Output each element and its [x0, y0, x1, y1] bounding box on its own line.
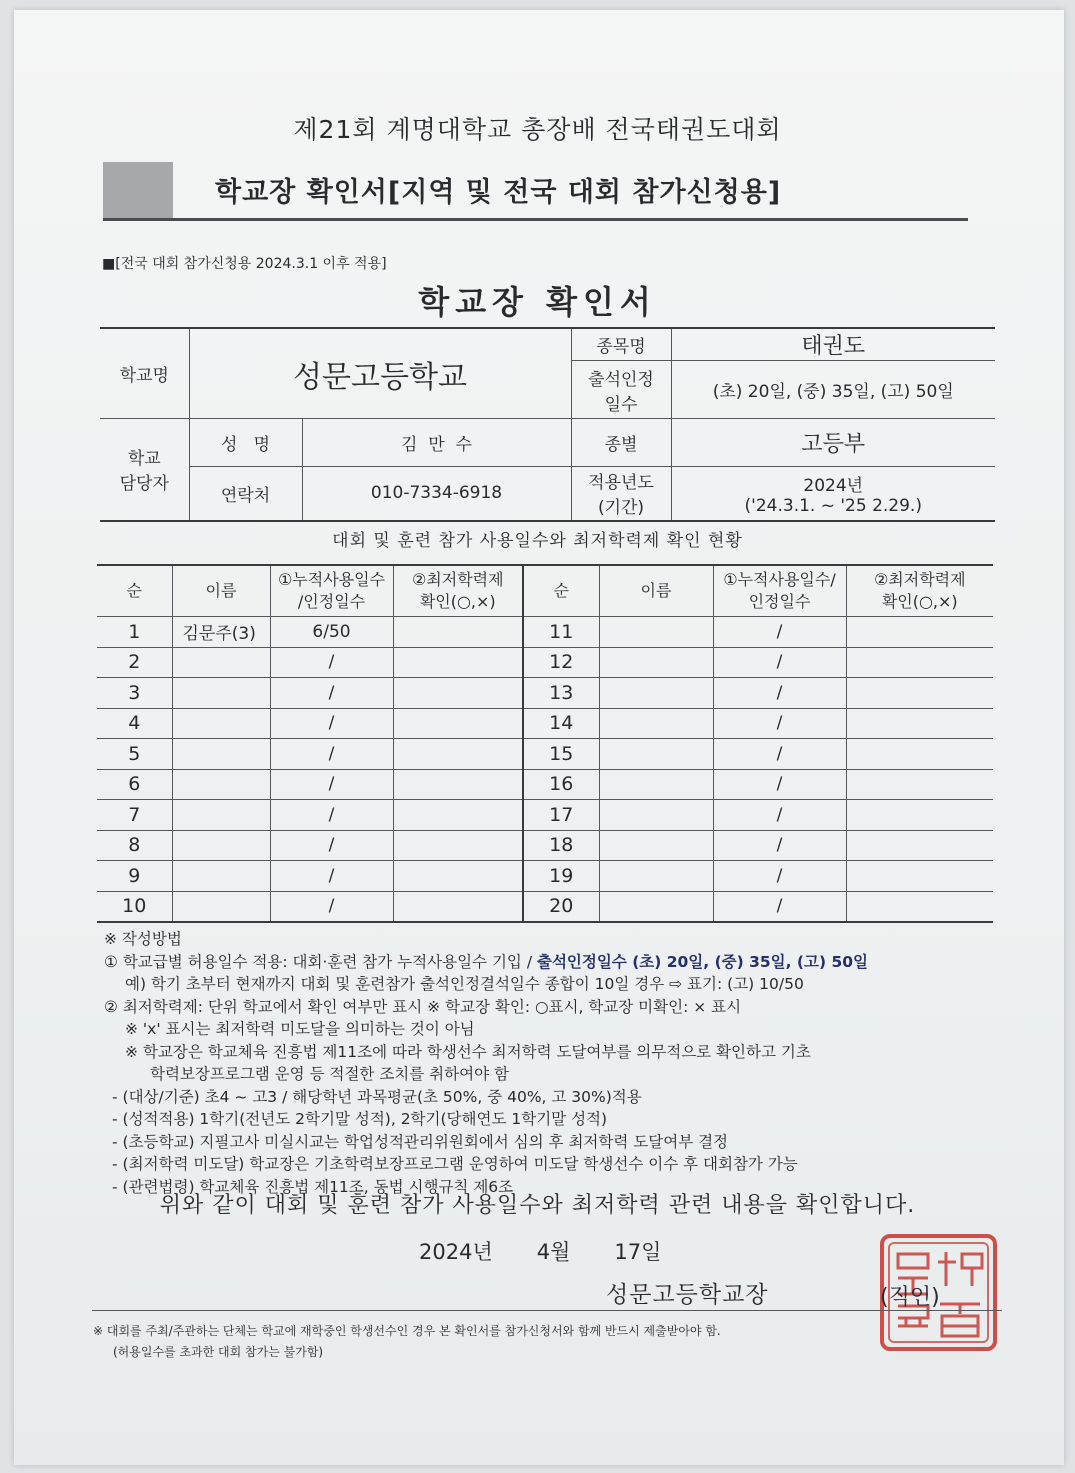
row-number: 16 [523, 769, 599, 800]
row-number: 11 [523, 617, 599, 648]
days-used: / [270, 861, 393, 892]
header-gray-block [103, 162, 173, 218]
days-used: / [713, 861, 846, 892]
signer-name: 성문고등학교장 [606, 1282, 769, 1308]
athlete-name: 김문주(3) [172, 617, 270, 648]
min-academic-check [393, 678, 523, 709]
header-check: ②최저학력제 확인(○,×) [393, 565, 523, 617]
min-academic-check [846, 739, 993, 770]
min-academic-check [846, 830, 993, 861]
athlete-name [599, 647, 713, 678]
header-seq: 순 [97, 565, 172, 617]
min-academic-check [846, 678, 993, 709]
table-row [97, 769, 993, 800]
table-row [97, 861, 993, 892]
row-number: 3 [97, 678, 172, 709]
athlete-name [599, 861, 713, 892]
athlete-name [599, 800, 713, 831]
school-label: 학교명 [100, 328, 189, 419]
row-number: 13 [523, 678, 599, 709]
days-used: / [270, 891, 393, 922]
table-row [97, 800, 993, 831]
division-label: 종별 [571, 419, 671, 467]
contact-label: 연락처 [189, 467, 302, 521]
row-number: 14 [523, 708, 599, 739]
header-days-right: ①누적사용일수/ 인정일수 [713, 565, 846, 617]
row-number: 5 [97, 739, 172, 770]
days-used: / [270, 769, 393, 800]
row-number: 1 [97, 617, 172, 648]
days-used: / [270, 800, 393, 831]
detail-5: - (관련법령) 학교체육 진흥법 제11조, 동법 시행규칙 제6조 [112, 1177, 514, 1196]
min-academic-check [393, 739, 523, 770]
min-academic-check [846, 800, 993, 831]
year-value: 2024년 ('24.3.1. ~ '25 2.29.) [671, 467, 995, 521]
min-academic-check [846, 617, 993, 648]
min-academic-check [846, 708, 993, 739]
days-used: / [270, 739, 393, 770]
attend-label: 출석인정 일수 [571, 361, 671, 419]
min-academic-check [393, 891, 523, 922]
status-grid [97, 564, 993, 923]
days-used: / [713, 769, 846, 800]
table-row [97, 830, 993, 861]
athlete-name [172, 647, 270, 678]
header-seq-right: 순 [523, 565, 599, 617]
athlete-name [172, 861, 270, 892]
table-row [97, 739, 993, 770]
footer-note-1: ※ 대회를 주최/주관하는 단체는 학교에 재학중인 학생선수인 경우 본 확인서를 참가신청서와 함께 반드시 제출받아야 함. [93, 1324, 721, 1338]
min-academic-check [393, 617, 523, 648]
min-academic-check [393, 769, 523, 800]
detail-1: - (대상/기준) 초4 ~ 고3 / 해당학년 과목평균(초 50%, 중 40%, 고 30%)적용 [112, 1087, 642, 1106]
athlete-name [172, 739, 270, 770]
status-title: 대회 및 훈련 참가 사용일수와 최저학력제 확인 현황 [332, 531, 743, 551]
min-academic-check [393, 647, 523, 678]
athlete-name [172, 769, 270, 800]
min-academic-check [846, 861, 993, 892]
contact-value: 010-7334-6918 [302, 467, 571, 521]
row-number: 20 [523, 891, 599, 922]
row-number: 12 [523, 647, 599, 678]
competition-title: 제21회 계명대학교 총장배 전국태권도대회 [293, 115, 782, 144]
form-title: 학교장 확인서[지역 및 전국 대회 참가신청용] [215, 177, 782, 208]
days-used: / [270, 678, 393, 709]
seal-label: (직인) [880, 1285, 940, 1310]
days-used: / [713, 617, 846, 648]
detail-4: - (최저학력 미도달) 학교장은 기초학력보장프로그램 운영하여 미도달 학생선수 이수 후 대회참가 가능 [112, 1155, 798, 1173]
row-number: 2 [97, 647, 172, 678]
row-number: 17 [523, 800, 599, 831]
table-row [97, 617, 993, 648]
notes-heading: ※ 작성방법 [104, 930, 182, 948]
confirmation-statement: 위와 같이 대회 및 훈련 참가 사용일수와 최저학력 관련 내용을 확인합니다. [159, 1193, 916, 1218]
days-used: / [713, 800, 846, 831]
days-used: / [713, 708, 846, 739]
footer-divider [92, 1310, 1002, 1311]
days-used: / [713, 678, 846, 709]
note-1-example: 예) 학기 초부터 현재까지 대회 및 훈련참가 출석인정결석일수 종합이 10일 경우 ⇨ 표기: (고) 10/50 [125, 975, 804, 993]
table-row [97, 678, 993, 709]
note-2-sub-2: ※ 학교장은 학교체육 진흥법 제11조에 따라 학생선수 최저학력 도달여부를 의무적으로 확인하고 기초 [125, 1042, 811, 1061]
issue-date: 2024년 4월 17일 [419, 1240, 662, 1264]
note-2: ② 최저학력제: 단위 학교에서 확인 여부만 표시 ※ 학교장 확인: ○표시, 학교장 미확인: × 표시 [104, 997, 742, 1016]
min-academic-check [393, 708, 523, 739]
row-number: 19 [523, 861, 599, 892]
info-table [100, 327, 995, 522]
athlete-name [599, 739, 713, 770]
athlete-name [172, 678, 270, 709]
footer-note-2: (허용일수를 초과한 대회 참가는 불가함) [113, 1345, 324, 1359]
days-used: / [713, 647, 846, 678]
athlete-name [599, 769, 713, 800]
detail-3: - (초등학교) 지필고사 미실시교는 학업성적관리위원회에서 심의 후 최저학력 도달여부 결정 [112, 1132, 729, 1151]
table-row [97, 647, 993, 678]
note-2-sub-2b: 학력보장프로그램 운영 등 적절한 조치를 취하여야 함 [150, 1065, 509, 1083]
days-used: / [270, 830, 393, 861]
athlete-name [599, 891, 713, 922]
header-days: ①누적사용일수 /인정일수 [270, 565, 393, 617]
detail-2: - (성적적용) 1학기(전년도 2학기말 성적), 2학기(당해연도 1학기말 성적) [112, 1110, 608, 1128]
athlete-name [599, 617, 713, 648]
days-used: / [713, 891, 846, 922]
min-academic-check [846, 769, 993, 800]
athlete-name [599, 830, 713, 861]
min-academic-check [846, 891, 993, 922]
athlete-name [599, 708, 713, 739]
name-label: 성 명 [189, 419, 302, 467]
days-used: 6/50 [270, 617, 393, 648]
header-name: 이름 [172, 565, 270, 617]
row-number: 10 [97, 891, 172, 922]
note-2-sub-1: ※ 'x' 표시는 최저학력 미도달을 의미하는 것이 아님 [125, 1020, 475, 1038]
athlete-name [172, 830, 270, 861]
athlete-name [172, 891, 270, 922]
note-1: ① 학교급별 허용일수 적용: 대회·훈련 참가 누적사용일수 기입 / 출석인정일수 (초) 20일, (중) 35일, (고) 50일 [104, 952, 869, 971]
row-number: 8 [97, 830, 172, 861]
days-used: / [270, 708, 393, 739]
grid-header-row [97, 565, 993, 617]
min-academic-check [846, 647, 993, 678]
division-value: 고등부 [671, 419, 995, 467]
min-academic-check [393, 800, 523, 831]
row-number: 9 [97, 861, 172, 892]
days-used: / [713, 830, 846, 861]
row-number: 4 [97, 708, 172, 739]
manager-label: 학교 담당자 [100, 419, 189, 521]
min-academic-check [393, 830, 523, 861]
school-name: 성문고등학교 [189, 328, 571, 419]
athlete-name [599, 678, 713, 709]
table-row [97, 891, 993, 922]
row-number: 18 [523, 830, 599, 861]
header-check-right: ②최저학력제 확인(○,×) [846, 565, 993, 617]
year-label: 적용년도 (기간) [571, 467, 671, 521]
writing-notes [104, 928, 1004, 1198]
days-used: / [270, 647, 393, 678]
event-value: 태권도 [671, 328, 995, 361]
days-used: / [713, 739, 846, 770]
name-value: 김 만 수 [302, 419, 571, 467]
row-number: 7 [97, 800, 172, 831]
athlete-name [172, 708, 270, 739]
event-label: 종목명 [571, 328, 671, 361]
athlete-name [172, 800, 270, 831]
row-number: 6 [97, 769, 172, 800]
min-academic-check [393, 861, 523, 892]
applies-note: ■[전국 대회 참가신청용 2024.3.1 이후 적용] [102, 256, 387, 272]
document-title: 학교장 확인서 [418, 283, 657, 321]
attend-value: (초) 20일, (중) 35일, (고) 50일 [671, 361, 995, 419]
table-row [97, 708, 993, 739]
header-name-right: 이름 [599, 565, 713, 617]
row-number: 15 [523, 739, 599, 770]
